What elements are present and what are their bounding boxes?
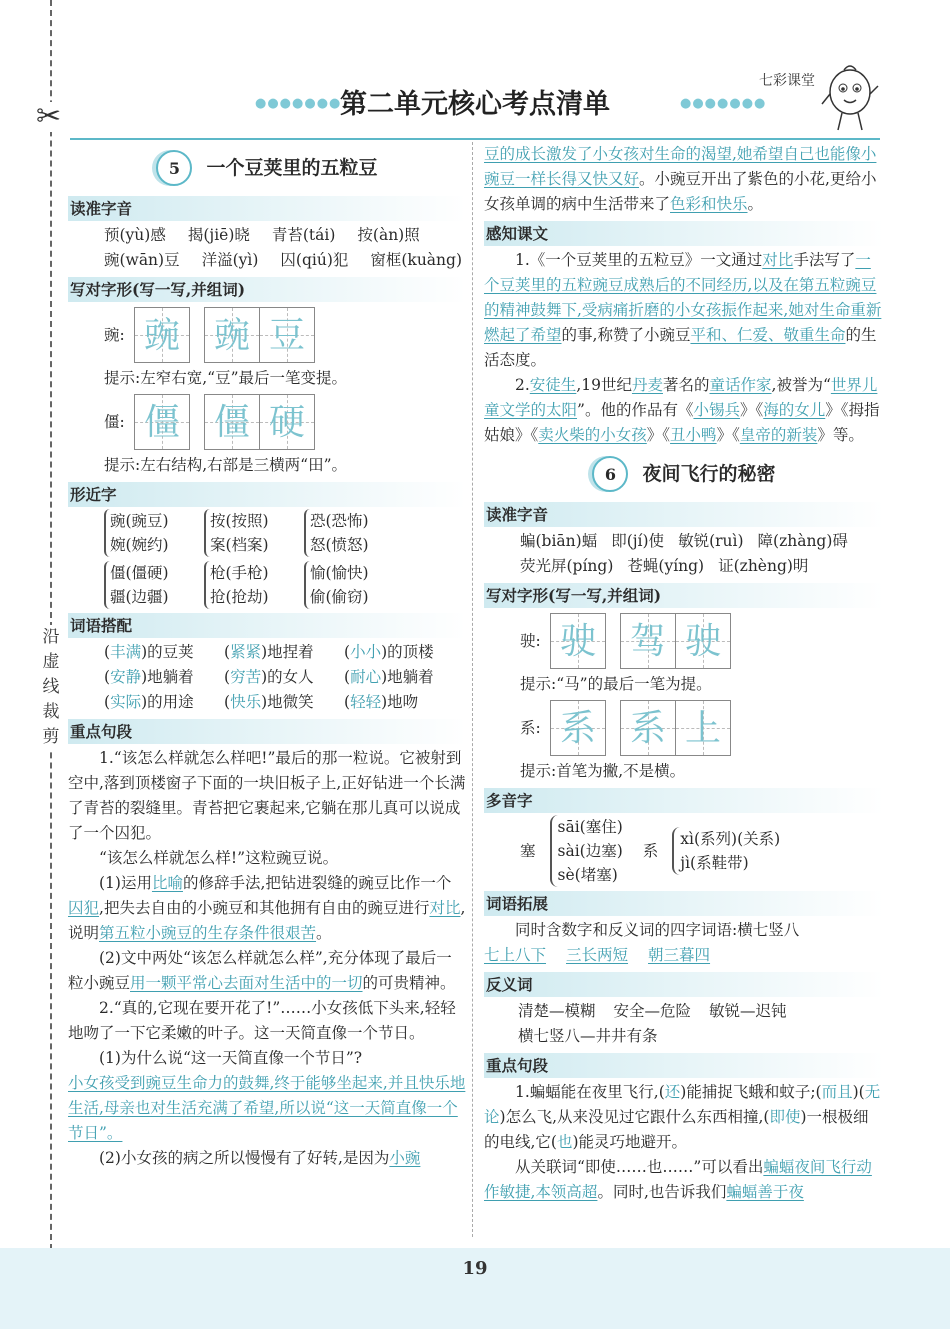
- passage-text: 1.“该怎么样就怎么样吧!”最后的那一粒说。它被射到空中,落到顶楼窗子下面的一块旧板子上,正好钻进一个长满了青苔的裂缝里。青苔把它裹起来,它躺在那儿真可以说成了一个囚犯。: [68, 749, 466, 842]
- brand-label: 七彩课堂: [759, 73, 815, 89]
- analysis-text: (1)运用比喻的修辞手法,把钻进裂缝的豌豆比作一个囚犯,把失去自由的小豌豆和其他拥有自由的豌豆进行对比,说明第五粒小豌豆的生存条件很艰苦。: [68, 874, 466, 942]
- write-row: 驶: 驶 驾 驶: [484, 610, 884, 672]
- tian-grid: 豌: [134, 307, 190, 363]
- hint-text: 提示:“马”的最后一笔为提。: [520, 675, 712, 693]
- section-read: 读准字音: [484, 502, 884, 527]
- pinyin-row: 荧光屏(píng) 苍蝇(yíng) 证(zhèng)明: [520, 557, 809, 575]
- section-antonyms: 反义词: [484, 972, 884, 997]
- tian-grid: 驶: [550, 613, 606, 669]
- page-number: 19: [462, 1258, 488, 1279]
- continued-text: 豆的成长激发了小女孩对生命的渴望,她希望自己也能像小豌豆一样长得又快又好。小豌豆开出了紫色的小花,更给小女孩单调的病中生活带来了色彩和快乐。: [484, 145, 877, 213]
- left-column: [68, 142, 466, 1171]
- antonym-row: 横七竖八—井井有条: [518, 1027, 658, 1045]
- page-title: 第二单元核心考点清单: [340, 89, 610, 120]
- tian-grid: 系: [550, 700, 606, 756]
- extension-text: 同时含数字和反义词的四字词语:横七竖八: [515, 921, 800, 939]
- write-row: 豌: 豌 豌 豆: [68, 304, 466, 366]
- pinyin-row: 预(yù)感 揭(jiē)晓 青苔(tái) 按(àn)照: [104, 226, 420, 244]
- lesson-number: 5: [156, 150, 192, 186]
- lesson-6-heading: [484, 456, 884, 492]
- write-row: 系: 系 系 上: [484, 697, 884, 759]
- lesson-title: 夜间飞行的秘密: [642, 462, 776, 485]
- feel-text: 2.安徒生,19世纪丹麦著名的童话作家,被誉为“世界儿童文学的太阳”。他的作品有《小锡兵》《海的女儿》《拇指姑娘》《卖火柴的小女孩》《丑小鸭》《皇帝的新装》等。: [484, 376, 880, 444]
- tian-grid: 驾 驶: [620, 613, 731, 669]
- section-write: 写对字形(写一写,并组词): [484, 583, 884, 608]
- tian-grid: 僵 硬: [204, 394, 315, 450]
- header-dots-left: ●●●●●●●: [255, 96, 342, 111]
- passage-text: 1.蝙蝠能在夜里飞行,(还)能捕捉飞蛾和蚊子;(而且)(无论)怎么飞,从来没见过它跟什么东西相撞,(即使)一根极细的电线,它(也)能灵巧地避开。: [484, 1083, 881, 1151]
- analysis-text: 从关联词“即使……也……”可以看出蝙蝠夜间飞行动作敏捷,本领高超。同时,也告诉我们蝙蝠善于夜: [484, 1158, 872, 1201]
- hint-text: 提示:左窄右宽,“豆”最后一笔变提。: [104, 369, 347, 387]
- section-key-passages: 重点句段: [484, 1053, 884, 1078]
- section-key-passages: 重点句段: [68, 719, 466, 744]
- pinyin-row: 蝙(biān)蝠 即(jí)使 敏锐(ruì) 障(zhàng)碍: [520, 532, 848, 550]
- feel-text: 1.《一个豆荚里的五粒豆》一文通过对比手法写了一个豆荚里的五粒豌豆成熟后的不同经历,以及在第五粒豌豆的精神鼓舞下,受病痛折磨的小女孩振作起来,她对生命重新燃起了希望的事,称赞了小豌豆平和、仁爱、敬重生命的生活态度。: [484, 251, 882, 369]
- question-text: (2)小女孩的病之所以慢慢有了好转,是因为小豌: [99, 1149, 421, 1167]
- section-read: 读准字音: [68, 196, 466, 221]
- passage-text: 2.“真的,它现在要开花了!”……小女孩低下头来,轻轻地吻了一下它柔嫩的叶子。这一天简直像一个节日。: [68, 999, 456, 1042]
- section-word-extension: 词语拓展: [484, 891, 884, 916]
- tian-grid: 豌 豆: [204, 307, 315, 363]
- mascot-icon: [820, 64, 880, 134]
- section-collocation: 词语搭配: [68, 613, 466, 638]
- lesson-5-heading: [68, 150, 466, 186]
- antonym-row: 清楚—模糊 安全—危险 敏锐—迟钝: [518, 1002, 787, 1020]
- right-column: [484, 142, 884, 1205]
- hint-text: 提示:左右结构,右部是三横两“田”。: [104, 456, 347, 474]
- section-similar: 形近字: [68, 482, 466, 507]
- write-row: 僵: 僵 僵 硬: [68, 391, 466, 453]
- scissors-icon: ✂: [36, 99, 62, 134]
- section-feel-text: 感知课文: [484, 221, 884, 246]
- answer-text: 小女孩受到豌豆生命力的鼓舞,终于能够坐起来,并且快乐地生活,母亲也对生活充满了希望,所以说“这一天简直像一个节日”。: [68, 1074, 466, 1142]
- header-dots-right: ●●●●●●●: [680, 96, 767, 111]
- lesson-title: 一个豆荚里的五粒豆: [206, 156, 378, 179]
- section-polyphonic: 多音字: [484, 788, 884, 813]
- column-divider: [472, 142, 473, 1237]
- similar-chars: 豌(豌豆) 婉(婉约) 按(按照) 案(档案) 恐(恐怖) 怒(愤怒) 僵(僵硬) 疆(边疆) 枪(手枪) 抢(抢劫) 愉(愉快) 偷(偷窃): [68, 509, 466, 609]
- pinyin-row: 豌(wān)豆 洋溢(yì) 囚(qiú)犯 窗框(kuàng): [104, 251, 462, 269]
- question-text: (1)为什么说“这一天简直像一个节日”?: [99, 1049, 363, 1067]
- collocations: (丰满)的豆荚 (紧紧)地捏着 (小小)的顶楼 (安静)地躺着 (穷苦)的女人 (耐心)地躺着 (实际)的用途 (快乐)地微笑 (轻轻)地吻: [104, 643, 434, 711]
- hint-text: 提示:首笔为撇,不是横。: [520, 762, 686, 780]
- extension-answers: 七上八下 三长两短 朝三暮四: [484, 946, 711, 964]
- analysis-text: (2)文中两处“该怎么样就怎么样”,充分体现了最后一粒小豌豆用一颗平常心去面对生活中的一切的可贵精神。: [68, 949, 456, 992]
- cut-instruction: 沿 虚 线 裁 剪: [38, 625, 64, 750]
- tian-grid: 僵: [134, 394, 190, 450]
- lesson-number: 6: [592, 456, 628, 492]
- passage-text: “该怎么样就怎么样!”这粒豌豆说。: [99, 849, 339, 867]
- page-header: [70, 70, 880, 140]
- section-write: 写对字形(写一写,并组词): [68, 277, 466, 302]
- tian-grid: 系 上: [620, 700, 731, 756]
- polyphonic-chars: 塞 sāi(塞住) sài(边塞) sè(堵塞) 系 xì(系列)(关系) jì(系鞋带): [484, 815, 884, 887]
